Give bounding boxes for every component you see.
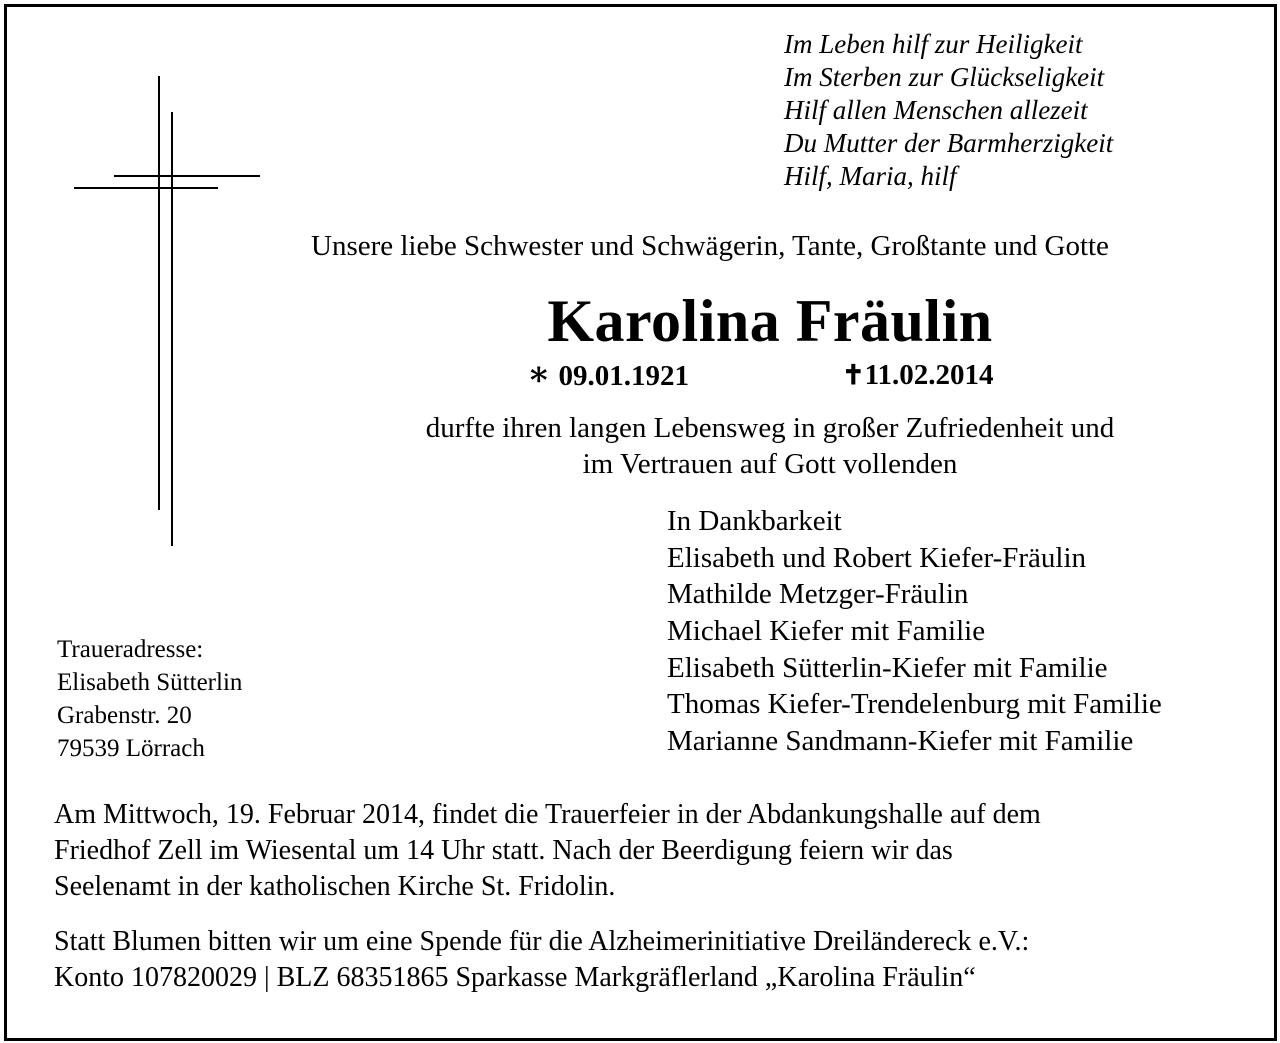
donation-line: Statt Blumen bitten wir um eine Spende für die Alzheimerinitiative Dreiländereck e.V.: (54, 926, 1030, 957)
intro-text (311, 228, 1109, 264)
mourners-line: Michael Kiefer mit Familie (667, 615, 986, 648)
address-line: Elisabeth Sütterlin (57, 669, 243, 696)
mourners-line: Elisabeth Sütterlin-Kiefer mit Familie (667, 651, 1108, 684)
mourners-list (667, 503, 1162, 760)
deceased-name: Karolina Fräulin (547, 288, 993, 354)
poem-line: Im Sterben zur Glückseligkeit (784, 62, 1105, 92)
poem-line: Hilf allen Menschen allezeit (784, 95, 1088, 125)
mourning-address (57, 633, 242, 765)
service-line: Am Mittwoch, 19. Februar 2014, findet die Trauerfeier in der Abdankungshalle auf dem (54, 799, 1041, 830)
poem-line: Du Mutter der Barmherzigkeit (784, 128, 1114, 158)
life-statement-line: durfte ihren langen Lebensweg in großer Zufriedenheit und (425, 412, 1115, 444)
service-line: Seelenamt in der katholischen Kirche St. Fridolin. (54, 871, 616, 902)
life-statement-line: im Vertrauen auf Gott vollenden (582, 448, 958, 480)
poem-verse (784, 28, 1113, 193)
mourners-line: Mathilde Metzger-Fräulin (667, 578, 969, 611)
address-line: Grabenstr. 20 (57, 702, 192, 729)
funeral-service-info (54, 797, 1041, 905)
intro-line: Unsere liebe Schwester und Schwägerin, Tante, Großtante und Gotte (311, 230, 1109, 262)
birth-date: 09.01.1921 (558, 360, 689, 392)
donation-info (54, 924, 1029, 996)
mourners-line: In Dankbarkeit (667, 505, 842, 537)
life-statement (0, 410, 1280, 482)
death-date-group (842, 356, 994, 394)
address-line: 79539 Lörrach (57, 735, 205, 762)
mourners-line: Thomas Kiefer-Trendelenburg mit Familie (667, 688, 1162, 721)
birth-star-icon: ∗ (527, 356, 551, 393)
address-line: Traueradresse: (57, 636, 204, 663)
mourners-line: Elisabeth und Robert Kiefer-Fräulin (667, 541, 1086, 574)
poem-line: Hilf, Maria, hilf (784, 161, 957, 191)
service-line: Friedhof Zell im Wiesental um 14 Uhr statt. Nach der Beerdigung feiern wir das (54, 835, 953, 866)
birth-date-group (527, 356, 689, 395)
death-cross-icon: ✝ (842, 360, 865, 390)
mourners-line: Marianne Sandmann-Kiefer mit Familie (667, 725, 1134, 758)
donation-line: Konto 107820029 | BLZ 68351865 Sparkasse Markgräflerland „Karolina Fräulin“ (54, 962, 976, 993)
death-date: 11.02.2014 (864, 359, 994, 391)
poem-line: Im Leben hilf zur Heiligkeit (784, 29, 1083, 59)
